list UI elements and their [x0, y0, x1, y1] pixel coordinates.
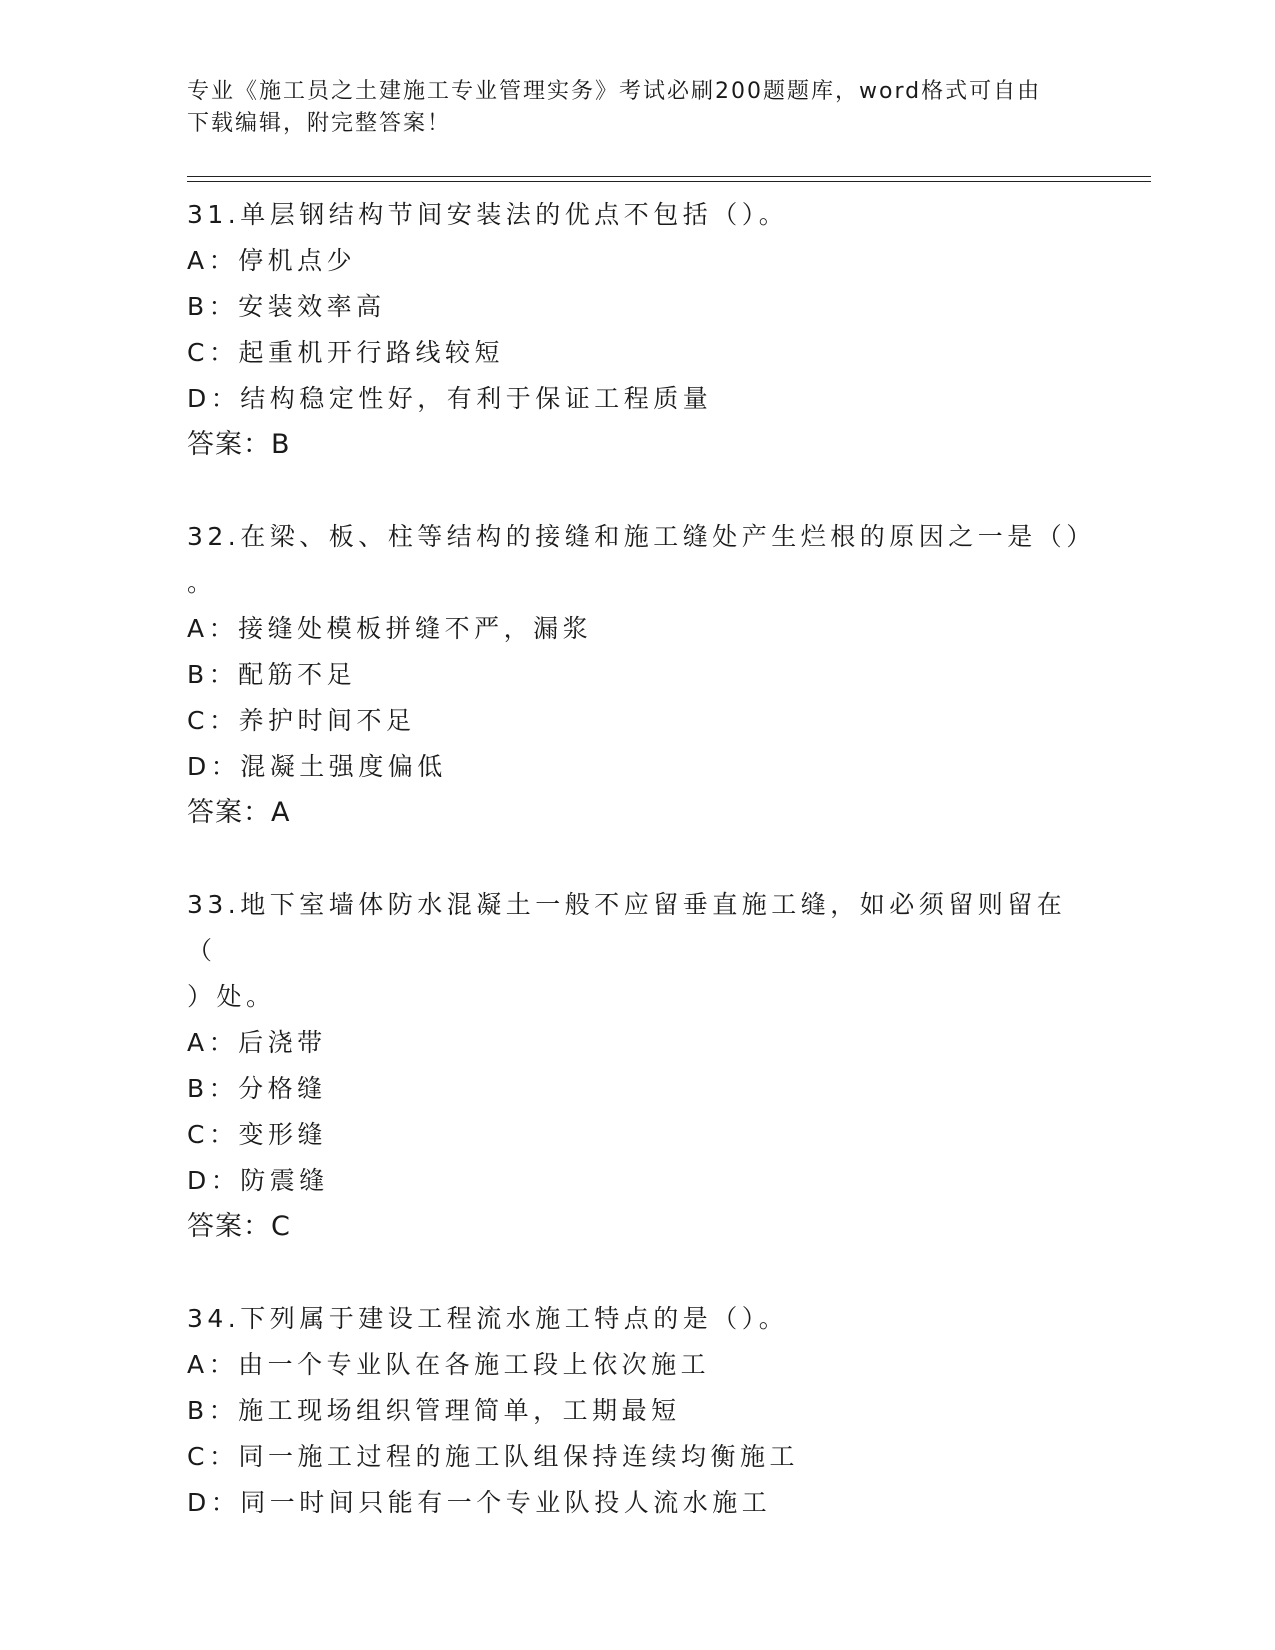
option-d: D：结构稳定性好，有利于保证工程质量: [187, 384, 713, 413]
option-c: C：养护时间不足: [187, 706, 416, 735]
question-32: [187, 514, 1096, 836]
option-d: D：防震缝: [187, 1166, 329, 1195]
question-stem: 34.下列属于建设工程流水施工特点的是（）。: [187, 1304, 789, 1333]
question-34: [187, 1296, 1087, 1526]
header-line-1: 专业《施工员之土建施工专业管理实务》考试必刷200题题库，word格式可自由: [187, 79, 1042, 104]
question-list: [187, 192, 1096, 1572]
header-divider-bottom: [187, 181, 1151, 182]
question-stem: 31.单层钢结构节间安装法的优点不包括（）。: [187, 200, 789, 229]
answer: 答案：B: [187, 429, 291, 460]
option-a: A：由一个专业队在各施工段上依次施工: [187, 1350, 711, 1379]
option-a: A：后浇带: [187, 1028, 327, 1057]
question-33: [187, 882, 1087, 1250]
question-31: [187, 192, 1087, 468]
question-stem-line-2: ）处。: [187, 982, 276, 1011]
option-d: D：同一时间只能有一个专业队投人流水施工: [187, 1488, 772, 1517]
question-stem-line-2: 。: [187, 568, 217, 597]
option-b: B：施工现场组织管理简单，工期最短: [187, 1396, 681, 1425]
option-c: C：变形缝: [187, 1120, 327, 1149]
option-b: B：配筋不足: [187, 660, 357, 689]
question-stem-line-1: 32.在梁、板、柱等结构的接缝和施工缝处产生烂根的原因之一是（）: [187, 522, 1096, 551]
header-line-2: 下载编辑，附完整答案！: [187, 111, 452, 136]
question-stem-line-1: 33.地下室墙体防水混凝土一般不应留垂直施工缝，如必须留则留在（: [187, 890, 1067, 965]
header-divider-top: [187, 176, 1151, 177]
option-c: C：同一施工过程的施工队组保持连续均衡施工: [187, 1442, 799, 1471]
option-b: B：安装效率高: [187, 292, 386, 321]
answer: 答案：C: [187, 1211, 291, 1242]
option-a: A：接缝处模板拼缝不严，漏浆: [187, 614, 593, 643]
option-c: C：起重机开行路线较短: [187, 338, 504, 367]
option-d: D：混凝土强度偏低: [187, 752, 447, 781]
answer: 答案：A: [187, 797, 291, 828]
option-a: A：停机点少: [187, 246, 357, 275]
option-b: B：分格缝: [187, 1074, 327, 1103]
document-header: [187, 76, 1067, 140]
